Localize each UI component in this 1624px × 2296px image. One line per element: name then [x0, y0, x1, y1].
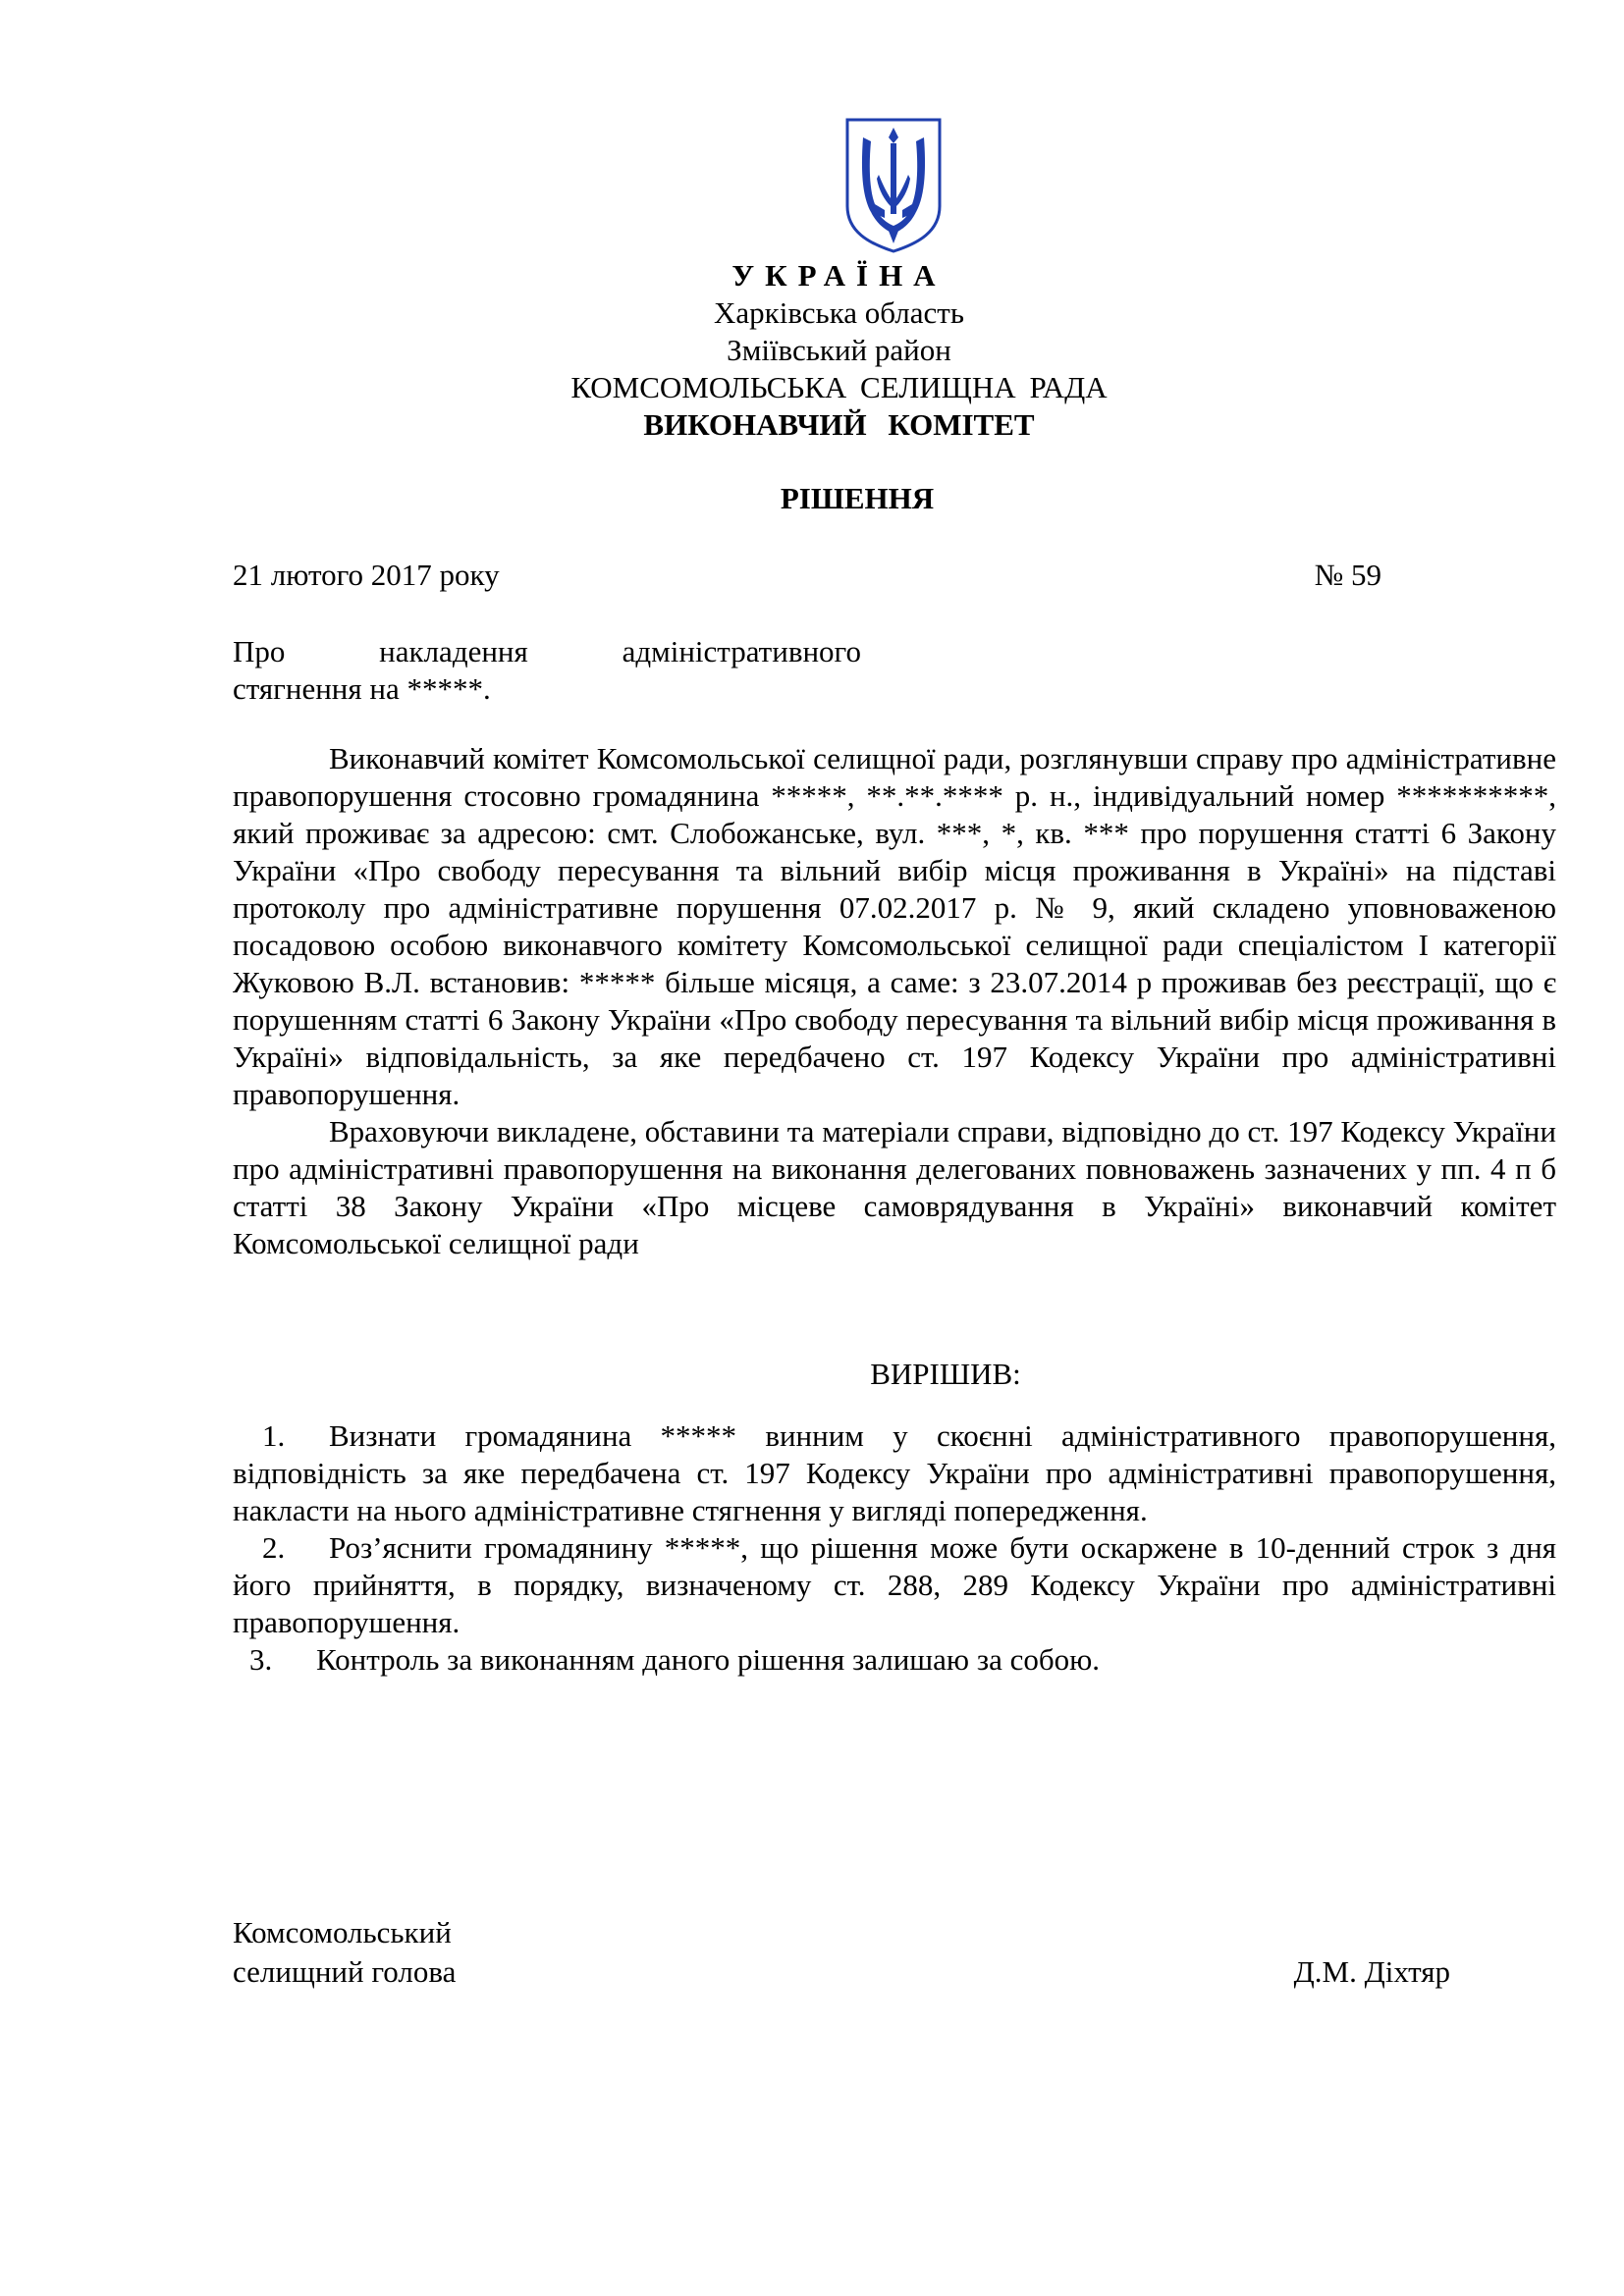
resolution-heading [0, 1357, 1624, 1392]
document-type [0, 481, 1624, 516]
resolution-item-number: 2. [262, 1530, 286, 1565]
signatory-title-line-1: Комсомольський [233, 1915, 452, 1949]
document-type-label: РІШЕННЯ [780, 481, 935, 515]
resolution-item-text: Контроль за виконанням даного рішення залишаю за собою. [316, 1642, 1101, 1677]
signatory-title-line-2: селищний голова [233, 1954, 457, 1989]
district-name: Зміївський район [727, 333, 951, 367]
resolution-item [233, 1529, 1556, 1641]
resolution-item [233, 1417, 1556, 1529]
document-number: № 59 [1314, 558, 1381, 592]
document-date: 21 лютого 2017 року [233, 558, 500, 592]
issuer-header [0, 257, 1624, 444]
resolution-heading-label: ВИРІШИВ: [870, 1357, 1021, 1391]
subject-line-2: стягнення на *****. [233, 671, 491, 706]
resolution-item-text: Роз’яснити громадянину *****, що рішення може бути оскаржене в 10-денний строк з дня його прийняття, в порядку, визначеному ст. 288, 289 Кодексу України про адміністративні правопорушення. [233, 1530, 1556, 1639]
country-name: УКРАЇНА [731, 258, 947, 293]
resolution-items [233, 1417, 1556, 1679]
body-paragraph-1: Виконавчий комітет Комсомольської селищної ради, розглянувши справу про адміністративне правопорушення стосовно громадянина *****, **.**.**** р. н., індивідуальний номер **********, який проживає за адресою: смт. Слобожанське, вул. ***, *, кв. *** про порушення статті 6 Закону України «Про свободу пересування та вільний вибір місця проживання в Україні» на підставі протоколу про адміністративне порушення 07.02.2017 р. № 9, який складено уповноваженою посадовою особою виконавчого комітету Комсомольської селищної ради спеціалістом І категорії Жуковою В.Л. встановив: ***** більше місяця, а саме: з 23.07.2014 р проживав без реєстрації, що є порушенням статті 6 Закону України «Про свободу пересування та вільний вибір місця проживання в Україні» відповідальність, за яке передбачено ст. 197 Кодексу України про адміністративні правопорушення. [233, 741, 1556, 1111]
council-name: КОМСОМОЛЬСЬКА СЕЛИЩНА РАДА [570, 370, 1108, 404]
resolution-item-text: Визнати громадянина ***** винним у скоєнні адміністративного правопорушення, відповідність за яке передбачена ст. 197 Кодексу України про адміністративні правопорушення, накласти на нього адміністративне стягнення у вигляді попередження. [233, 1418, 1556, 1527]
document-subject [233, 633, 861, 708]
region-name: Харківська область [714, 295, 964, 330]
subject-line-1: Про накладення адміністративного [233, 634, 861, 668]
signatory-name: Д.М. Діхтяр [1293, 1954, 1450, 1989]
resolution-item-number: 1. [262, 1418, 286, 1453]
body-paragraph-2: Враховуючи викладене, обставини та матеріали справи, відповідно до ст. 197 Кодексу України про адміністративні правопорушення на виконання делегованих повноважень зазначених у пп. 4 п б статті 38 Закону України «Про місцеве самоврядування в Україні» виконавчий комітет Комсомольської селищної ради [233, 1114, 1556, 1260]
resolution-item-number: 3. [249, 1642, 273, 1677]
resolution-item [233, 1641, 1556, 1679]
trident-coat-of-arms-icon [841, 116, 946, 253]
document-body [233, 740, 1556, 1262]
committee-name: ВИКОНАВЧИЙ КОМІТЕТ [643, 407, 1035, 442]
